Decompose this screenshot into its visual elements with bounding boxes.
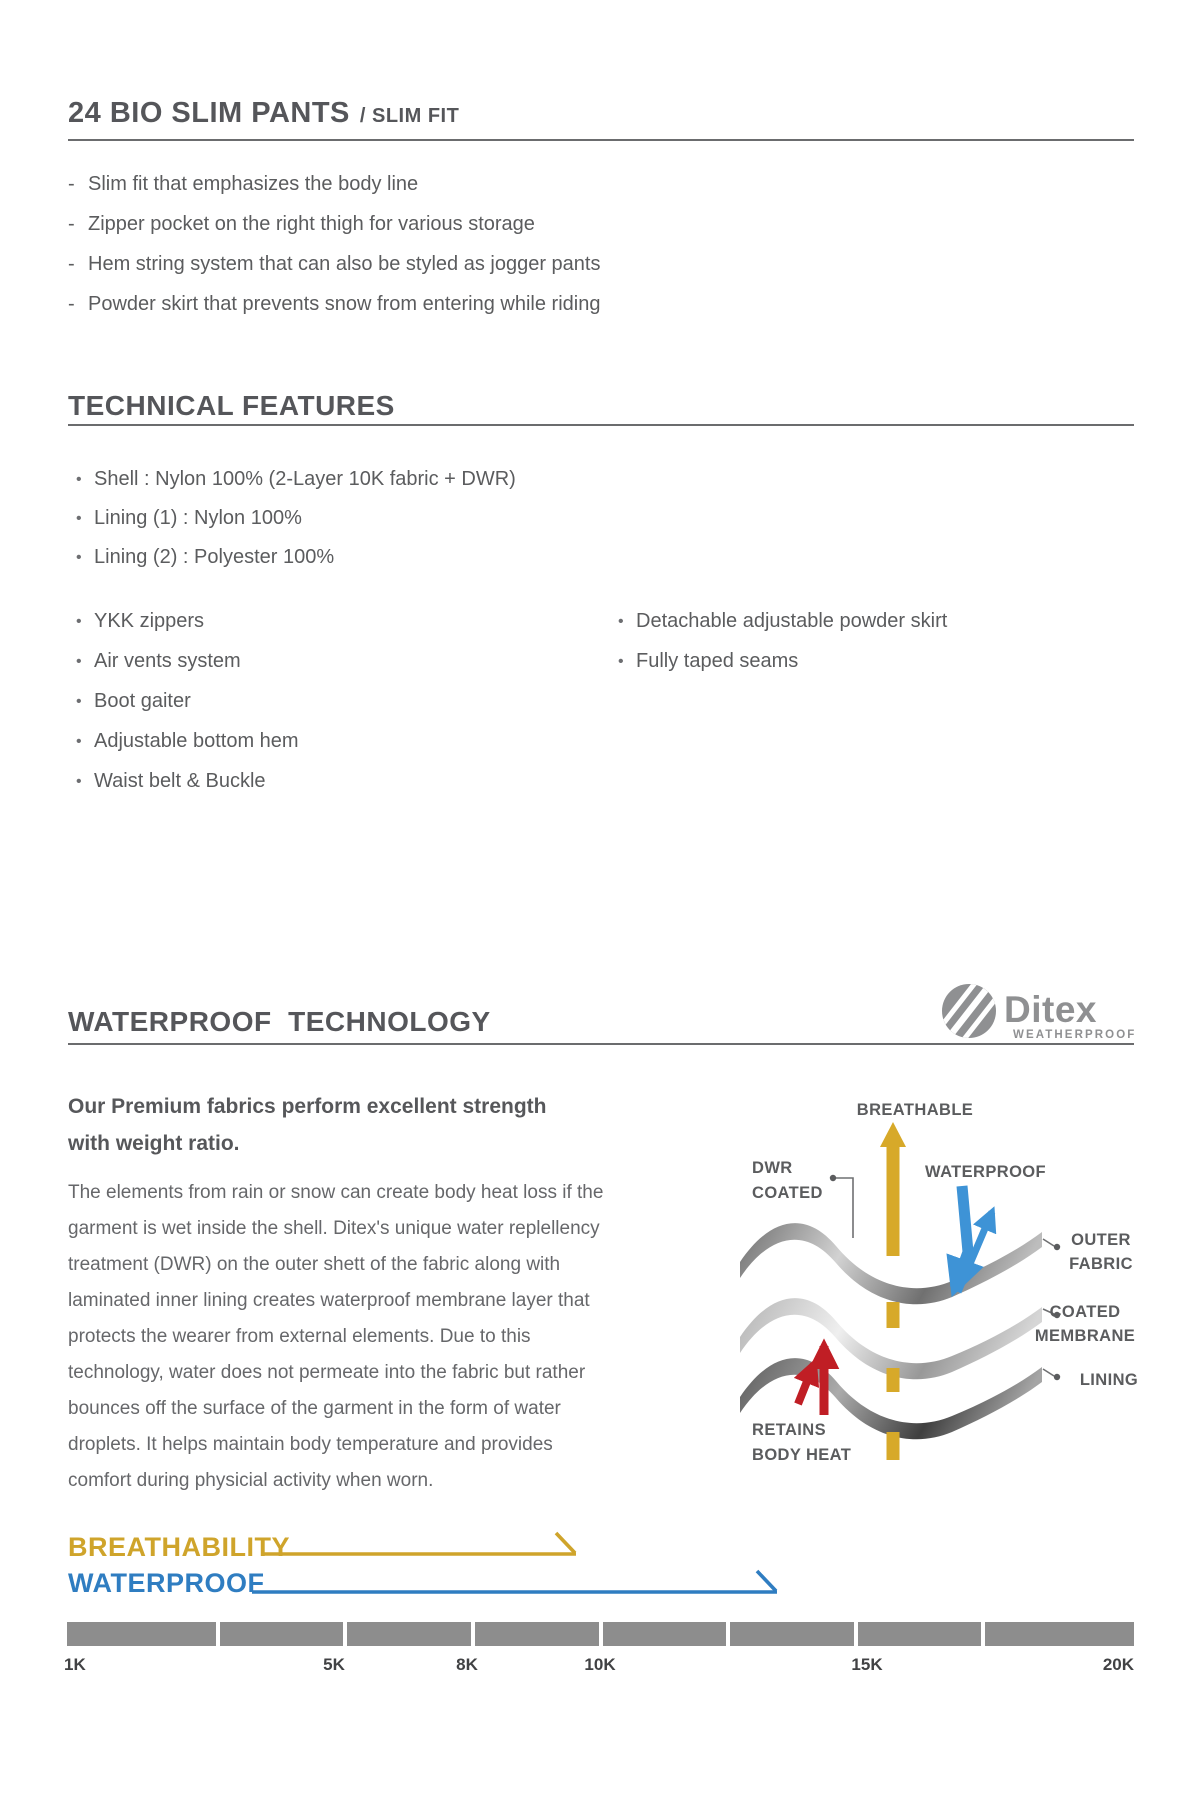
bullet-marker: • xyxy=(76,613,82,630)
bar-segment xyxy=(220,1622,344,1646)
paragraph-line: treatment (DWR) on the outer shett of the fabric along with xyxy=(68,1254,561,1275)
bar-segment xyxy=(67,1622,216,1646)
bullet-marker: • xyxy=(76,510,82,527)
breathability-legend: BREATHABILITY xyxy=(68,1532,290,1562)
tech-feature-text: Adjustable bottom hem xyxy=(94,730,299,752)
product-name: 24 BIO SLIM PANTS xyxy=(68,97,350,129)
scale-label-10k: 10K xyxy=(584,1655,616,1674)
waterproof-legend: WATERPROOF xyxy=(68,1568,265,1598)
material-item xyxy=(76,538,516,577)
dash-marker: - xyxy=(68,253,75,275)
tech-feature-item xyxy=(76,761,299,801)
tech-feature-text: Air vents system xyxy=(94,650,241,672)
paragraph-line: technology, water does not permeate into the fabric but rather xyxy=(68,1362,586,1383)
tech-feature-text: Fully taped seams xyxy=(636,650,799,672)
bullet-marker: • xyxy=(618,653,624,670)
scale-label-15k: 15K xyxy=(851,1655,883,1674)
bar-segment xyxy=(347,1622,471,1646)
rating-scale-bar xyxy=(67,1622,1134,1646)
waterproof-label: WATERPROOF xyxy=(925,1163,1047,1181)
intro-line: Our Premium fabrics perform excellent strength xyxy=(68,1095,547,1118)
bar-segment xyxy=(475,1622,599,1646)
tech-feature-text: YKK zippers xyxy=(94,610,205,632)
paragraph-line: laminated inner lining creates waterproof membrane layer that xyxy=(68,1290,590,1311)
ditex-brand-name: Ditex xyxy=(1004,989,1097,1030)
lining-label: LINING xyxy=(1079,1371,1139,1389)
paragraph-line: comfort during physicial activity when worn. xyxy=(68,1470,434,1491)
tech-feature-text: Detachable adjustable powder skirt xyxy=(636,610,948,632)
material-text: Lining (1) : Nylon 100% xyxy=(94,507,302,529)
ditex-logo-icon xyxy=(938,980,1002,1044)
tech-feature-item xyxy=(618,641,947,681)
feature-text: Powder skirt that prevents snow from entering while riding xyxy=(88,293,601,315)
materials-list xyxy=(76,460,516,577)
breathability-line xyxy=(260,1526,590,1560)
tech-feature-item xyxy=(76,721,299,761)
bar-segment xyxy=(985,1622,1134,1646)
bar-segment xyxy=(730,1622,854,1646)
scale-label-20k: 20K xyxy=(1102,1655,1134,1674)
ditex-brand-tagline: WEATHERPROOF xyxy=(1013,1029,1137,1041)
paragraph-line: bounces off the surface of the garment in the form of water xyxy=(68,1398,561,1419)
dash-marker: - xyxy=(68,213,75,235)
bullet-marker: • xyxy=(76,733,82,750)
bullet-marker: • xyxy=(76,471,82,488)
fit-label: / SLIM FIT xyxy=(359,105,460,127)
waterproof-technology-heading: WATERPROOF TECHNOLOGY xyxy=(68,1006,491,1037)
technical-features-heading: TECHNICAL FEATURES xyxy=(68,390,395,421)
tech-feature-item xyxy=(618,601,947,641)
waterproof-divider xyxy=(68,1043,1134,1045)
scale-label-8k: 8K xyxy=(456,1655,478,1674)
coated-membrane-label: COATED MEMBRANE xyxy=(1034,1303,1136,1345)
tech-feature-text: Waist belt & Buckle xyxy=(94,770,266,792)
feature-text: Hem string system that can also be styled as jogger pants xyxy=(88,253,601,275)
waterproof-intro xyxy=(68,1088,546,1162)
paragraph-line: protects the wearer from external elements. Due to this xyxy=(68,1326,531,1347)
scale-label-5k: 5K xyxy=(323,1655,345,1674)
feature-item xyxy=(68,284,600,324)
breathable-label: BREATHABLE xyxy=(856,1101,974,1119)
product-feature-list xyxy=(68,164,600,324)
paragraph-line: droplets. It helps maintain body temperature and provides xyxy=(68,1434,553,1455)
feature-item xyxy=(68,204,600,244)
bar-segment xyxy=(603,1622,727,1646)
scale-label-1k: 1K xyxy=(64,1655,86,1674)
paragraph-line: garment is wet inside the shell. Ditex's unique water replellency xyxy=(68,1218,600,1239)
paragraph-line: The elements from rain or snow can create body heat loss if the xyxy=(68,1182,604,1203)
tech-feature-text: Boot gaiter xyxy=(94,690,191,712)
technical-divider xyxy=(68,424,1134,426)
dwr-coated-label: DWR COATED xyxy=(752,1159,823,1202)
page-title xyxy=(68,97,459,130)
retains-body-heat-label: RETAINS BODY HEAT xyxy=(752,1421,852,1464)
feature-text: Zipper pocket on the right thigh for various storage xyxy=(88,213,535,235)
waterproof-line xyxy=(248,1562,788,1598)
bar-segment xyxy=(858,1622,982,1646)
outer-fabric-label: OUTER FABRIC xyxy=(1069,1231,1133,1273)
bullet-marker: • xyxy=(76,653,82,670)
bullet-marker: • xyxy=(76,693,82,710)
material-item xyxy=(76,499,516,538)
tech-feature-item xyxy=(76,641,299,681)
feature-item xyxy=(68,244,600,284)
material-text: Shell : Nylon 100% (2-Layer 10K fabric + DWR) xyxy=(94,468,516,490)
material-item xyxy=(76,460,516,499)
dash-marker: - xyxy=(68,293,75,315)
waterproof-paragraph xyxy=(68,1175,603,1499)
bullet-marker: • xyxy=(76,549,82,566)
intro-line: with weight ratio. xyxy=(68,1132,240,1155)
material-text: Lining (2) : Polyester 100% xyxy=(94,546,335,568)
body-heat-arrows xyxy=(798,1346,824,1415)
tech-feature-item xyxy=(76,601,299,641)
tech-feature-item xyxy=(76,681,299,721)
feature-text: Slim fit that emphasizes the body line xyxy=(88,173,419,195)
bullet-marker: • xyxy=(76,773,82,790)
tech-feature-list-right xyxy=(618,601,947,681)
bullet-marker: • xyxy=(618,613,624,630)
feature-item xyxy=(68,164,600,204)
tech-feature-list-left xyxy=(76,601,299,801)
title-divider xyxy=(68,139,1134,141)
dash-marker: - xyxy=(68,173,75,195)
